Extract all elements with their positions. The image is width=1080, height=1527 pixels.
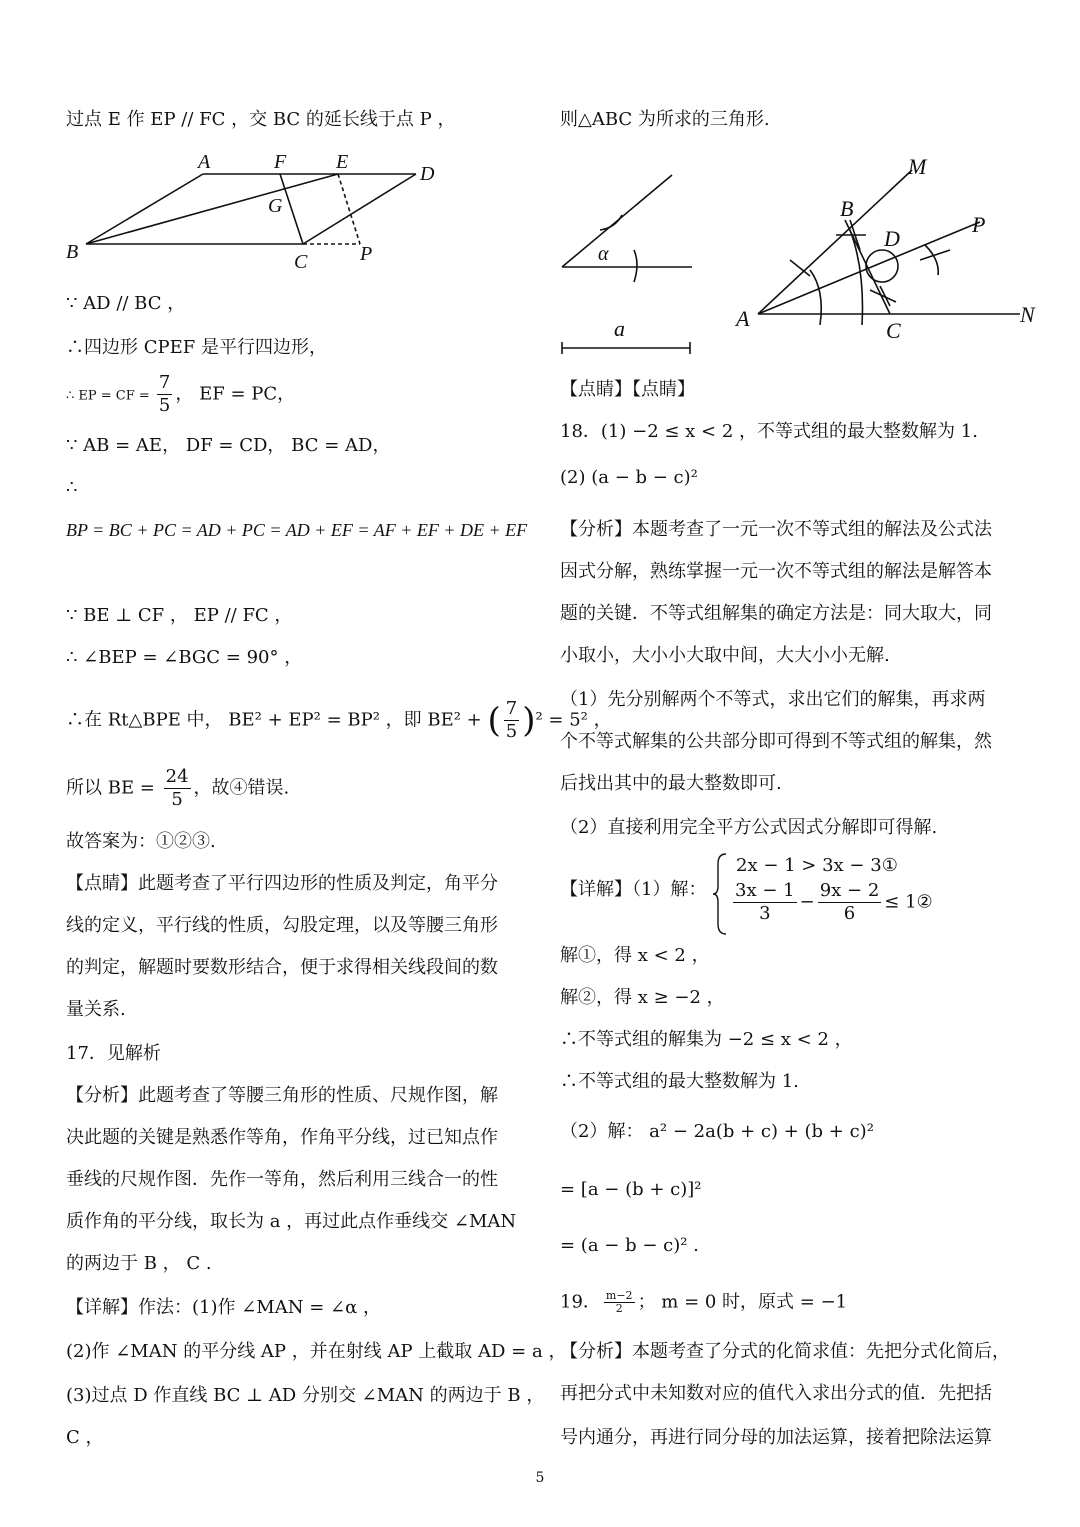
inequality-1: 2x − 1 > 3x − 3① bbox=[736, 855, 898, 876]
label-E: E bbox=[336, 151, 349, 173]
text-line: 的判定，解题时要数形结合，便于求得相关线段间的数 bbox=[66, 957, 498, 978]
text-line: （1）先分别解两个不等式，求出它们的解集，再求两 bbox=[560, 689, 986, 710]
text-line: 【分析】此题考查了等腰三角形的性质、尺规作图，解 bbox=[66, 1085, 498, 1106]
label-D: D bbox=[420, 163, 435, 185]
label-P: P bbox=[360, 243, 373, 265]
text-line: ∴不等式组的最大整数解为 1. bbox=[560, 1071, 799, 1092]
text-line: 小取小，大小小大取中间，大大小小无解. bbox=[560, 645, 890, 666]
parallelogram-figure bbox=[66, 148, 466, 278]
text-line: 决此题的关键是熟悉作等角，作角平分线，过已知点作 bbox=[66, 1127, 498, 1148]
text-line: 【详解】作法：(1)作 ∠MAN = ∠α ， bbox=[66, 1297, 381, 1318]
text-line bbox=[66, 766, 289, 811]
text-line: 再把分式中未知数对应的值代入求出分式的值．先把括 bbox=[560, 1383, 992, 1404]
text-line: 17．见解析 bbox=[66, 1043, 161, 1064]
label-D: D bbox=[884, 226, 900, 251]
text-line: 过点 E 作 EP // FC ，交 BC 的延长线于点 P ， bbox=[66, 109, 456, 130]
text-line: 则△ABC 为所求的三角形. bbox=[560, 109, 770, 130]
text-line: （2）直接利用完全平方公式因式分解即可得解. bbox=[560, 817, 938, 838]
minus: − bbox=[799, 891, 815, 913]
text-line: = [a − (b + c)]² bbox=[560, 1179, 702, 1200]
inequality-2 bbox=[730, 880, 933, 925]
label-C: C bbox=[886, 318, 901, 343]
text-line: 【分析】本题考查了分式的化简求值：先把分式化简后， bbox=[560, 1341, 1010, 1362]
frac-num: m−2 bbox=[605, 1289, 633, 1302]
text-line: 线的定义，平行线的性质，勾股定理，以及等腰三角形 bbox=[66, 915, 498, 936]
text-line bbox=[560, 1290, 847, 1315]
text-line: （2）解： a² − 2a(b + c) + (b + c)² bbox=[560, 1121, 874, 1142]
frac-den: 6 bbox=[843, 903, 856, 924]
label-C: C bbox=[294, 251, 308, 273]
text-line: (2)作 ∠MAN 的平分线 AP ，并在射线 AP 上截取 AD = a ， bbox=[66, 1341, 567, 1362]
frac-num: 3x − 1 bbox=[735, 880, 795, 901]
text-line: ∴ bbox=[66, 477, 78, 498]
text-line: 量关系. bbox=[66, 999, 126, 1020]
text-line: 【点睛】【点睛】 bbox=[560, 379, 695, 400]
q19-post: ； m = 0 时，原式 = −1 bbox=[637, 1291, 848, 1313]
text-line: 垂线的尺规作图．先作一等角，然后利用三线合一的性 bbox=[66, 1169, 498, 1190]
text-line: 解①，得 x < 2 ， bbox=[560, 945, 710, 966]
text-line: ∴在 Rt△BPE 中， BE² + EP² = BP² ，即 BE² + ( $\frac{7}{5}$ )² = 5² ， bbox=[66, 698, 612, 742]
text-line: ∴ ∠BEP = ∠BGC = 90° ， bbox=[66, 647, 303, 668]
label-alpha: α bbox=[598, 243, 609, 265]
rt-text: ∴在 Rt△BPE 中， BE² + EP² = BP² ，即 BE² + bbox=[66, 709, 488, 731]
text-line: 的两边于 B ， C . bbox=[66, 1253, 212, 1274]
ep-cf-text: ∴ EP = CF = bbox=[66, 388, 154, 404]
text-line: 个不等式解集的公共部分即可得到不等式组的解集，然 bbox=[560, 731, 992, 752]
text-line: 因式分解，熟练掌握一元一次不等式组的解法是解答本 bbox=[560, 561, 992, 582]
text-line: ∵ AD // BC ， bbox=[66, 293, 186, 314]
frac-num: 7 bbox=[505, 698, 518, 719]
frac-den: 2 bbox=[615, 1302, 623, 1315]
label-A: A bbox=[198, 151, 211, 173]
label-A: A bbox=[736, 306, 750, 331]
label-M: M bbox=[908, 154, 927, 179]
brace bbox=[712, 852, 728, 936]
construction-figure bbox=[560, 150, 1040, 360]
text-line: = (a − b − c)² . bbox=[560, 1235, 699, 1256]
frac-num: 9x − 2 bbox=[819, 880, 880, 901]
text-line: ∵ BE ⊥ CF ， EP // FC ， bbox=[66, 605, 293, 626]
be-text: 所以 BE = bbox=[66, 777, 161, 799]
text-line: C ， bbox=[66, 1427, 104, 1448]
label-a: a bbox=[614, 316, 625, 341]
q19-num: 19． bbox=[560, 1291, 601, 1313]
page-number: 5 bbox=[535, 1470, 545, 1486]
frac-den: 5 bbox=[171, 789, 183, 810]
text-line: ∴不等式组的解集为 −2 ≤ x < 2 ， bbox=[560, 1029, 853, 1050]
text-line: (2) (a − b − c)² bbox=[560, 467, 698, 488]
frac-den: 5 bbox=[505, 721, 518, 742]
ef-pc-text: ， EF = PC， bbox=[175, 383, 296, 405]
text-line: ∵ AB = AE， DF = CD， BC = AD， bbox=[66, 435, 391, 456]
text-line: 【分析】本题考查了一元一次不等式组的解法及公式法 bbox=[560, 519, 992, 540]
text-line: 题的关键．不等式组解集的确定方法是：同大取大，同 bbox=[560, 603, 992, 624]
text-line: 解②，得 x ≥ −2 ， bbox=[560, 987, 725, 1008]
text-line: 【详解】（1）解： bbox=[560, 879, 707, 900]
frac-den: 5 bbox=[158, 395, 171, 416]
label-P: P bbox=[972, 212, 986, 237]
text-line: 后找出其中的最大整数即可. bbox=[560, 773, 782, 794]
label-B: B bbox=[66, 241, 79, 263]
right-column bbox=[560, 0, 1035, 1480]
text-line: BP = BC + PC = AD + PC = AD + EF = AF + EF + DE + EF bbox=[66, 520, 528, 540]
frac-den: 3 bbox=[759, 903, 771, 924]
label-B: B bbox=[840, 196, 854, 221]
label-G: G bbox=[268, 195, 283, 217]
text-line: 【点睛】此题考查了平行四边形的性质及判定，角平分 bbox=[66, 873, 498, 894]
text-line: 故答案为：①②③. bbox=[66, 831, 216, 852]
ineq-post: ≤ 1② bbox=[884, 891, 933, 913]
text-line bbox=[66, 372, 295, 417]
rt-post-text: ² = 5² ， bbox=[535, 709, 612, 731]
text-line: ∴四边形 CPEF 是平行四边形， bbox=[66, 337, 327, 358]
text-line: 18．(1) −2 ≤ x < 2 ，不等式组的最大整数解为 1. bbox=[560, 421, 978, 442]
text-line: (3)过点 D 作直线 BC ⊥ AD 分别交 ∠MAN 的两边于 B ， bbox=[66, 1385, 545, 1406]
text-line: 号内通分，再进行同分母的加法运算，接着把除法运算 bbox=[560, 1427, 992, 1448]
frac-num: 7 bbox=[158, 372, 171, 393]
label-N: N bbox=[1020, 302, 1035, 327]
frac-num: 24 bbox=[165, 766, 189, 787]
text-line: 质作角的平分线，取长为 a ，再过此点作垂线交 ∠MAN bbox=[66, 1211, 517, 1232]
be-post-text: ，故④错误. bbox=[193, 777, 290, 799]
label-F: F bbox=[274, 151, 287, 173]
